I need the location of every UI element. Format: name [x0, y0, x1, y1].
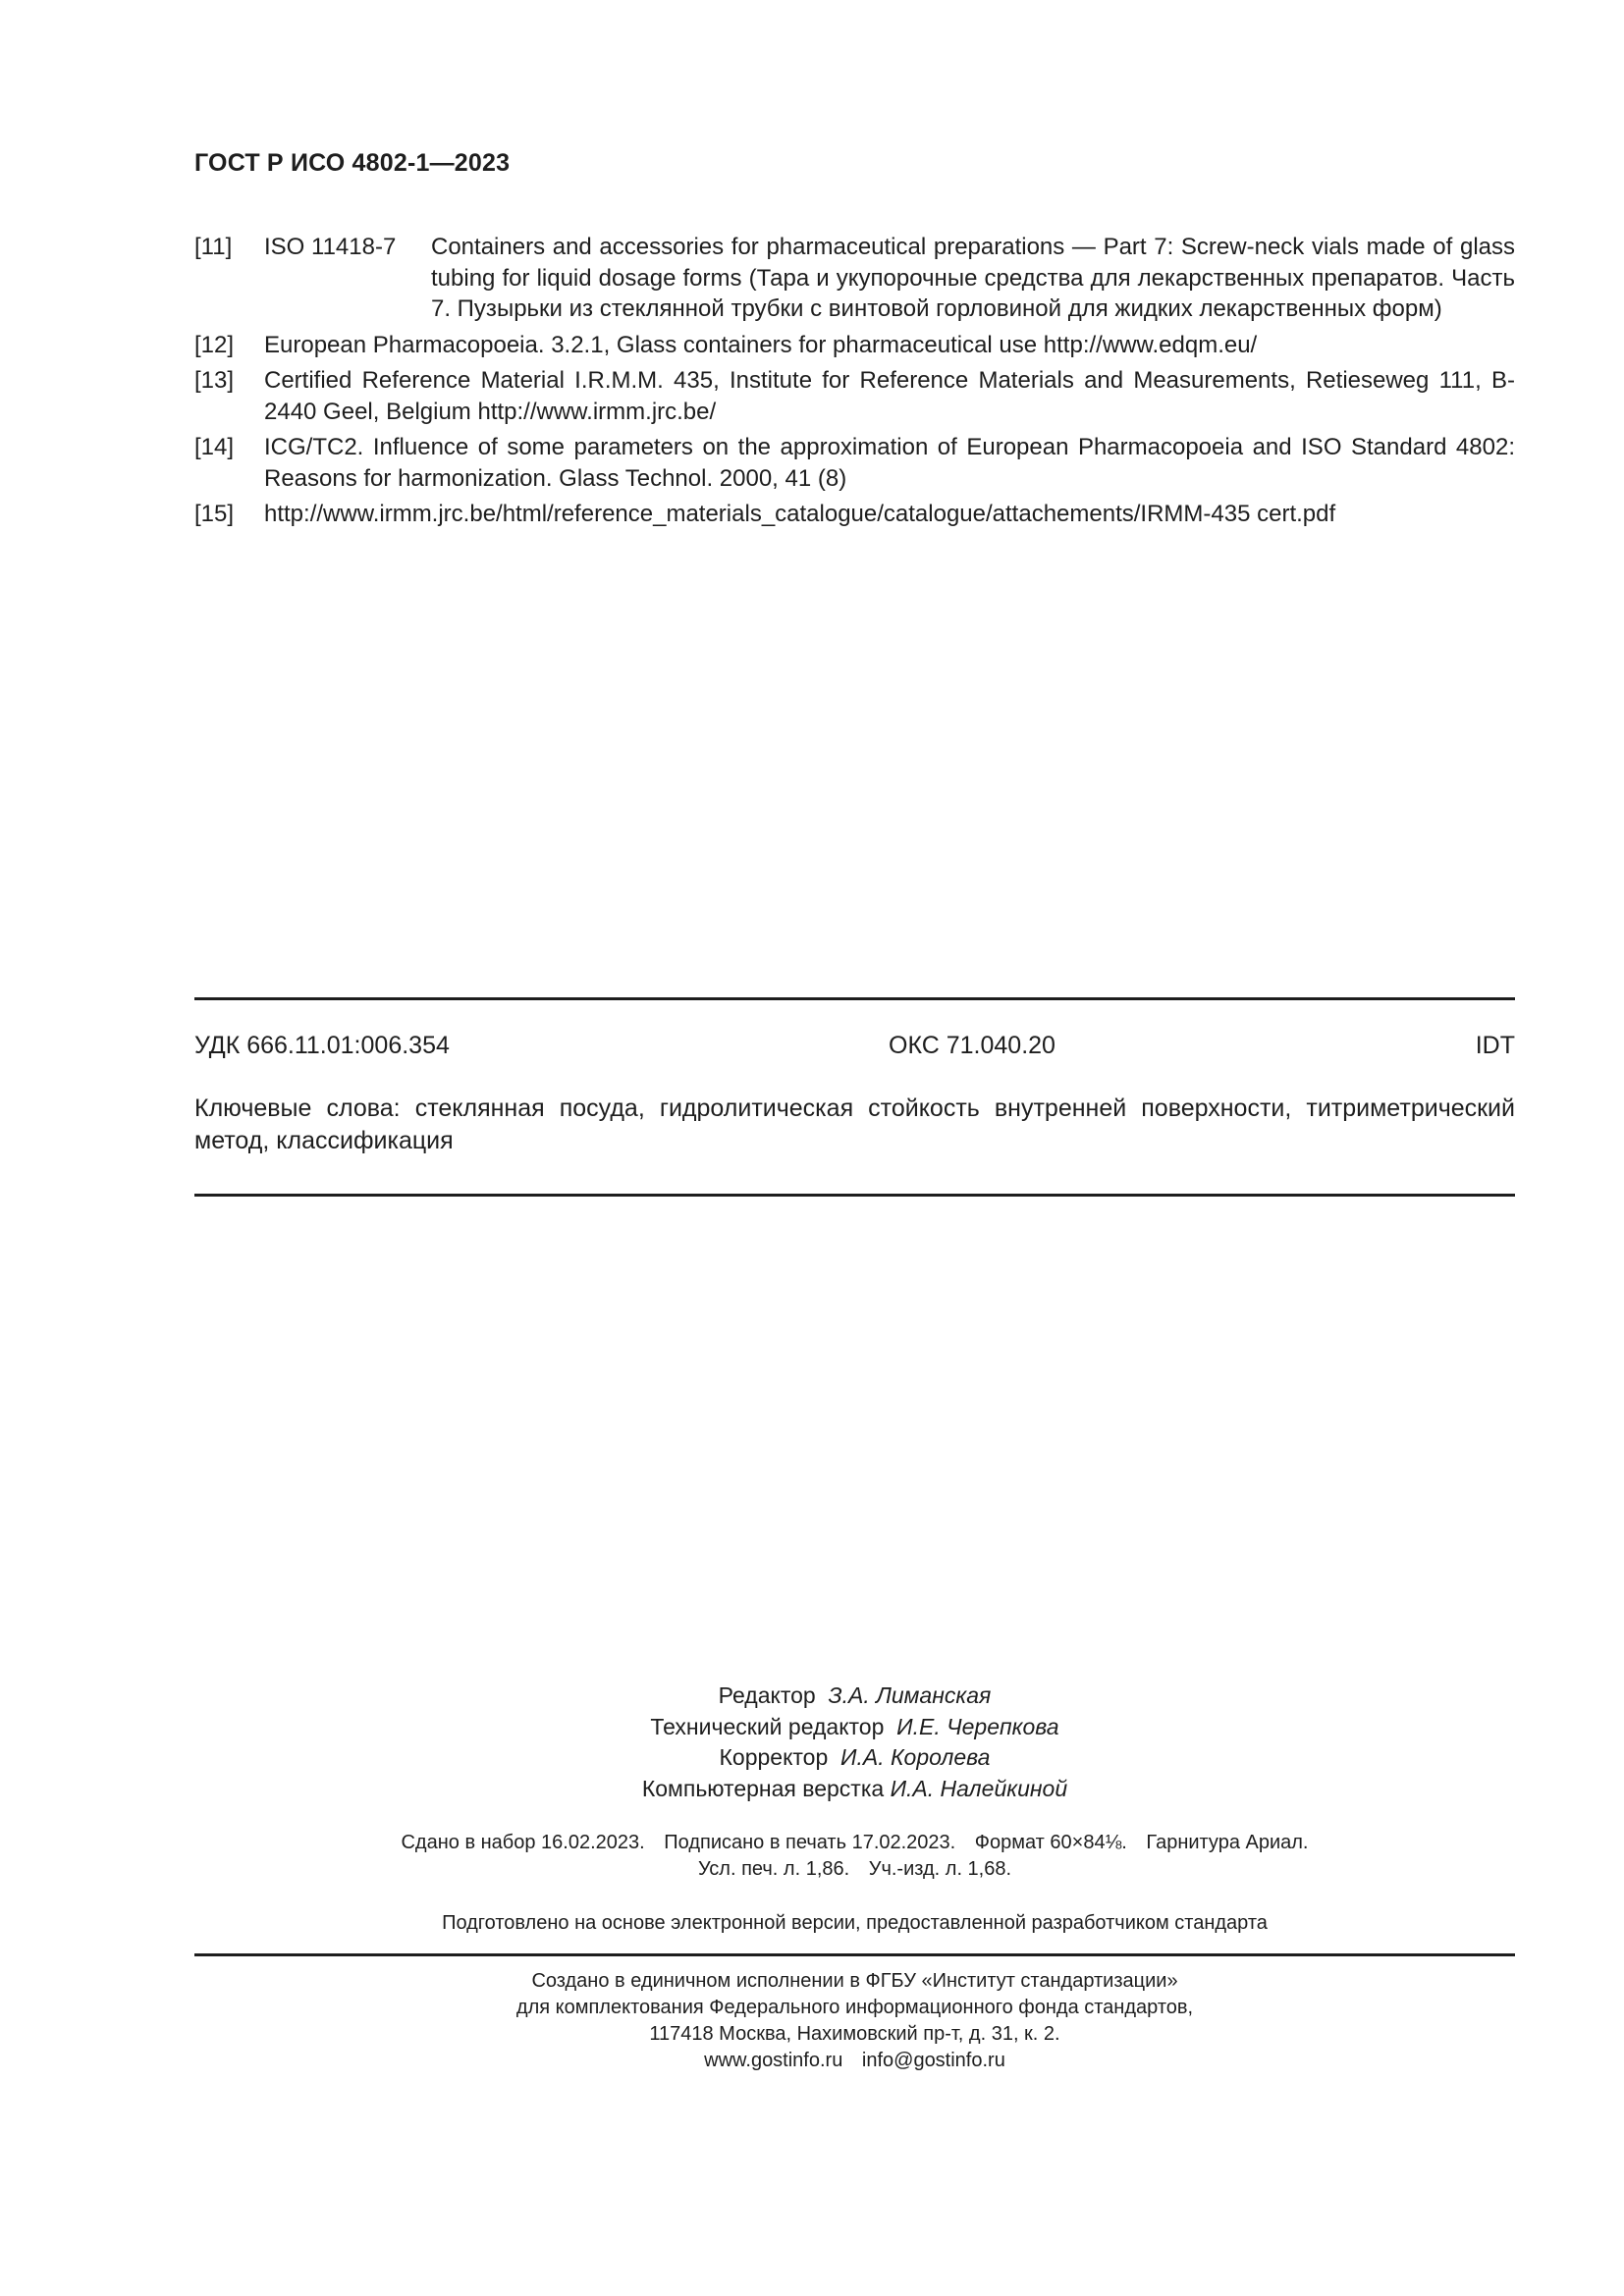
- reference-item: [194, 365, 1515, 427]
- publisher-address: 117418 Москва, Нахимовский пр-т, д. 31, к. 2.: [649, 2023, 1060, 2045]
- publisher-info: [194, 1968, 1515, 2074]
- credit-name: И.А. Королева: [840, 1744, 991, 1770]
- credit-name: З.А. Лиманская: [828, 1682, 992, 1708]
- reference-item: [194, 432, 1515, 494]
- publishing-sheets: Уч.-изд. л. 1,68.: [868, 1858, 1012, 1880]
- reference-number: [14]: [194, 434, 235, 460]
- print-info-line: [194, 1830, 1515, 1856]
- reference-text: http://www.irmm.jrc.be/html/reference_materials_catalogue/catalogue/attachements/IRMM-435 cert.pdf: [264, 501, 1336, 527]
- reference-text: ICG/TC2. Influence of some parameters on the approximation of European Pharmacopoeia and ISO Standard 4802: Reasons for harmonization. Glass Technol. 2000, 41 (8): [264, 434, 1515, 492]
- submitted-date: Сдано в набор 16.02.2023.: [401, 1832, 645, 1853]
- idt-label: IDT: [1475, 1032, 1515, 1059]
- website-link[interactable]: www.gostinfo.ru: [704, 2050, 843, 2071]
- reference-number: [12]: [194, 331, 235, 358]
- credit-line: [194, 1681, 1515, 1712]
- reference-text: European Pharmacopoeia. 3.2.1, Glass containers for pharmaceutical use http://www.edqm.eu/: [264, 331, 1258, 358]
- credit-name: И.А. Налейкиной: [890, 1775, 1068, 1801]
- section-divider-bottom: [194, 1194, 1515, 1197]
- print-info: [194, 1830, 1515, 1883]
- publisher-line: для комплектования Федерального информационного фонда стандартов,: [515, 1997, 1194, 2018]
- reference-item: [194, 499, 1515, 530]
- reference-item: [194, 232, 1515, 325]
- typeface: Гарнитура Ариал.: [1146, 1832, 1309, 1853]
- reference-text: Containers and accessories for pharmaceutical preparations — Part 7: Screw-neck vials made of glass tubing for liquid dosage forms (Тара и укупорочные средства для лекарственных препаратов. Часть 7. Пузырьки из стеклянной трубки с винтовой горловиной для жидких лекарственных форм): [431, 234, 1515, 322]
- credit-name: И.Е. Черепкова: [896, 1713, 1059, 1739]
- reference-number: [15]: [194, 501, 235, 527]
- signed-date: Подписано в печать 17.02.2023.: [664, 1832, 956, 1853]
- credit-role: Редактор: [718, 1682, 816, 1708]
- credit-role: Корректор: [719, 1744, 829, 1770]
- section-divider-top: [194, 997, 1515, 1000]
- credit-line: [194, 1742, 1515, 1774]
- reference-number: [11]: [194, 234, 233, 260]
- oks-code: ОКС 71.040.20: [889, 1032, 1056, 1059]
- footer-divider: [194, 1953, 1515, 1956]
- paper-format: Формат 60×84⅛.: [974, 1832, 1127, 1853]
- bibliography-list: [194, 232, 1515, 535]
- credit-role: Компьютерная верстка: [641, 1775, 885, 1801]
- print-info-line: [194, 1856, 1515, 1883]
- credit-role: Технический редактор: [650, 1713, 885, 1739]
- credits-block: [194, 1681, 1515, 1804]
- credit-line: [194, 1712, 1515, 1743]
- reference-number: [13]: [194, 367, 235, 394]
- publisher-contacts: [194, 2048, 1515, 2074]
- reference-code: ISO 11418-7: [264, 234, 397, 260]
- udk-code: УДК 666.11.01:006.354: [194, 1032, 450, 1059]
- keywords: Ключевые слова: стеклянная посуда, гидролитическая стойкость внутренней поверхности, титриметрический метод, классификация: [194, 1095, 1515, 1154]
- publisher-line: Создано в единичном исполнении в ФГБУ «Институт стандартизации»: [531, 1970, 1178, 1992]
- printed-sheets: Усл. печ. л. 1,86.: [697, 1858, 850, 1880]
- reference-text: Certified Reference Material I.R.M.M. 435, Institute for Reference Materials and Measurements, Retieseweg 111, B-2440 Geel, Belgium http://www.irmm.jrc.be/: [264, 367, 1515, 425]
- credit-line: [194, 1774, 1515, 1805]
- page-header-title: ГОСТ Р ИСО 4802-1—2023: [194, 149, 511, 177]
- email-link[interactable]: info@gostinfo.ru: [861, 2050, 1005, 2071]
- prepared-note: Подготовлено на основе электронной версии, предоставленной разработчиком стандарта: [442, 1912, 1268, 1934]
- reference-item: [194, 330, 1515, 361]
